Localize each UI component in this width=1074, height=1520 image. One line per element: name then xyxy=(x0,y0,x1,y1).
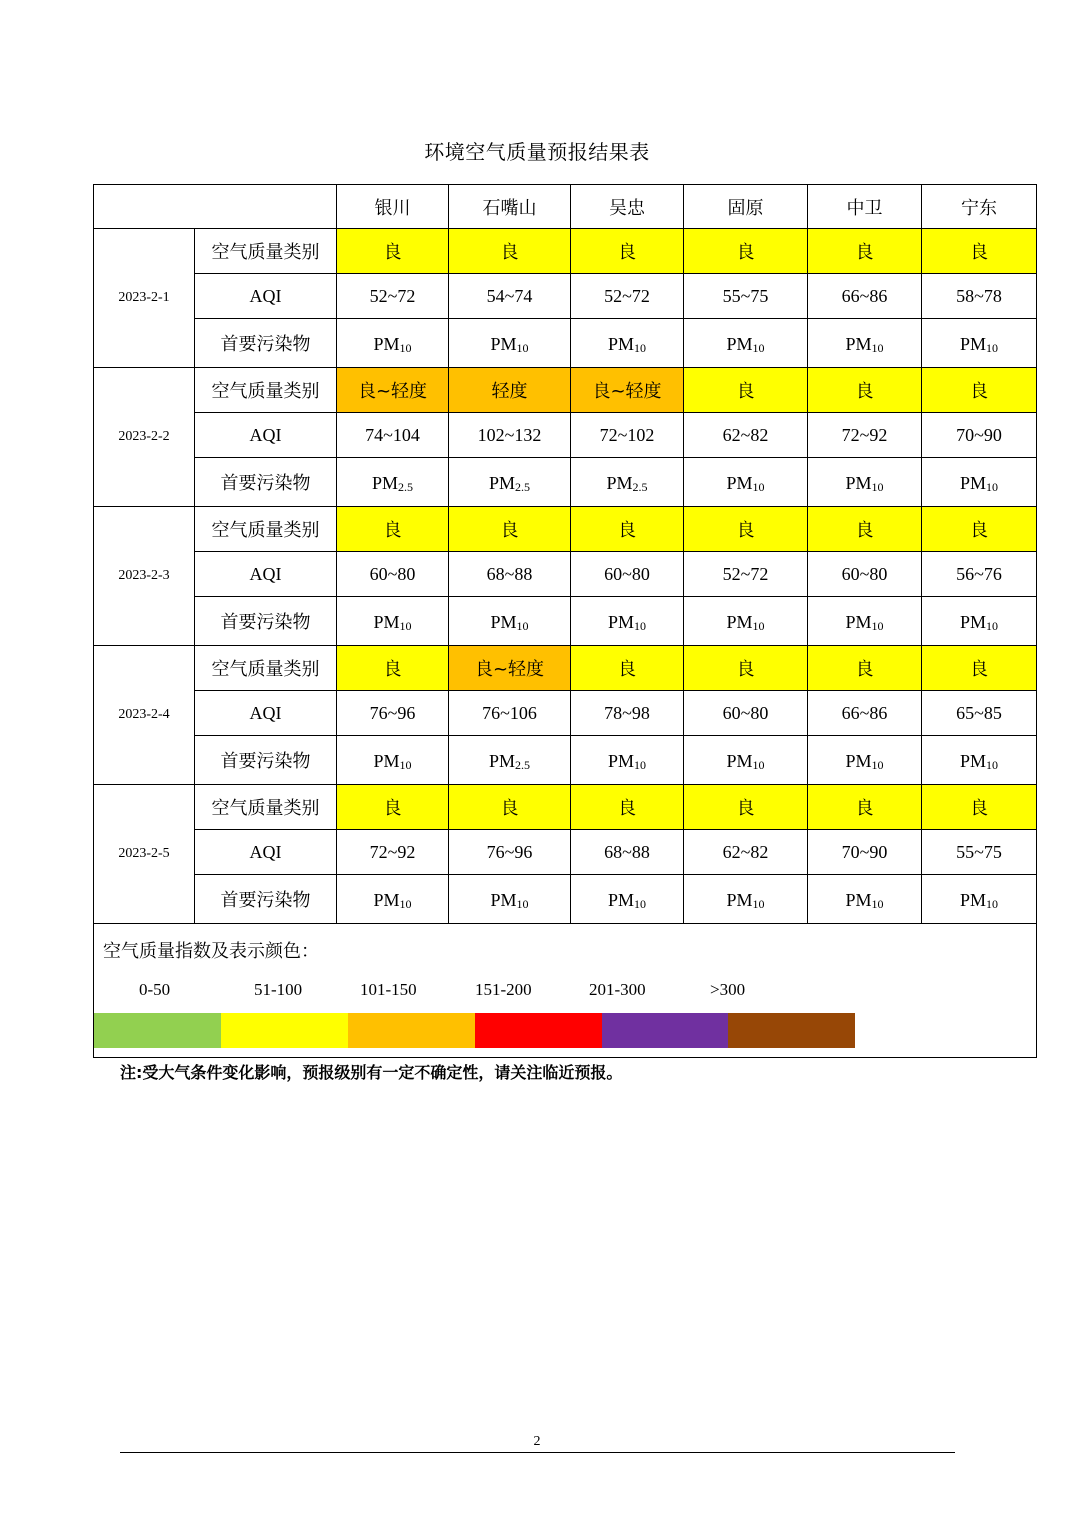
primary-pollutant xyxy=(684,458,808,507)
aqi-forecast-table xyxy=(93,184,1037,1058)
primary-pollutant xyxy=(684,597,808,646)
category-row xyxy=(94,785,1037,830)
air-quality-category: 良 xyxy=(571,785,684,830)
aqi-range: 55~75 xyxy=(922,830,1037,875)
pollutant-subscript: 10 xyxy=(399,619,412,633)
primary-pollutant xyxy=(571,319,684,368)
air-quality-category: 良 xyxy=(808,229,922,274)
legend-color-swatch xyxy=(475,1013,602,1048)
aqi-range: 55~75 xyxy=(684,274,808,319)
pollutant-name: PM xyxy=(490,612,517,632)
legend-range-label: 151-200 xyxy=(475,980,532,999)
pollutant-subscript: 10 xyxy=(986,758,998,772)
pollutant-subscript: 10 xyxy=(871,758,884,772)
pollutant-subscript: 10 xyxy=(516,619,529,633)
pollutant-name: PM xyxy=(959,334,986,354)
category-row xyxy=(94,646,1037,691)
pollutant-subscript: 2.5 xyxy=(515,480,530,494)
pollutant-name: PM xyxy=(607,612,634,632)
primary-pollutant xyxy=(449,458,571,507)
city-header: 宁东 xyxy=(922,185,1037,229)
legend-range-label: 101-150 xyxy=(360,980,417,999)
air-quality-category: 良 xyxy=(449,229,571,274)
header-row xyxy=(94,185,1037,229)
air-quality-category: 良 xyxy=(808,646,922,691)
aqi-range: 72~92 xyxy=(808,413,922,458)
air-quality-category: 良~轻度 xyxy=(449,646,571,691)
pollutant-subscript: 10 xyxy=(871,619,884,633)
aqi-range: 65~85 xyxy=(922,691,1037,736)
air-quality-category: 轻度 xyxy=(449,368,571,413)
legend-range-label: 201-300 xyxy=(589,980,646,999)
air-quality-category: 良 xyxy=(571,646,684,691)
aqi-range: 76~106 xyxy=(449,691,571,736)
air-quality-category: 良 xyxy=(922,646,1037,691)
aqi-range: 52~72 xyxy=(337,274,449,319)
legend-title: 空气质量指数及表示颜色： xyxy=(103,941,319,962)
air-quality-category: 良 xyxy=(684,229,808,274)
primary-pollutant xyxy=(808,736,922,785)
aqi-row xyxy=(94,413,1037,458)
pollutant-name: PM xyxy=(726,334,753,354)
pollutant-name: PM xyxy=(845,890,872,910)
air-quality-category: 良 xyxy=(449,785,571,830)
pollutant-subscript: 10 xyxy=(634,341,646,355)
forecast-date: 2023-2-2 xyxy=(94,368,195,507)
primary-pollutant xyxy=(337,319,449,368)
pollutant-subscript: 10 xyxy=(399,341,412,355)
forecast-date: 2023-2-4 xyxy=(94,646,195,785)
pollutant-subscript: 10 xyxy=(752,897,765,911)
pollutant-subscript: 2.5 xyxy=(515,758,530,772)
aqi-range: 52~72 xyxy=(571,274,684,319)
pollutant-name: PM xyxy=(726,473,753,493)
city-header: 吴忠 xyxy=(571,185,684,229)
primary-pollutant xyxy=(922,597,1037,646)
city-header: 石嘴山 xyxy=(449,185,571,229)
air-quality-category: 良 xyxy=(922,229,1037,274)
aqi-range: 68~88 xyxy=(571,830,684,875)
pollutant-row xyxy=(94,597,1037,646)
legend-color-swatch xyxy=(221,1013,348,1048)
air-quality-category: 良 xyxy=(922,785,1037,830)
air-quality-category: 良 xyxy=(449,507,571,552)
row-label-pollutant: 首要污染物 xyxy=(195,458,337,507)
forecast-date: 2023-2-5 xyxy=(94,785,195,924)
pollutant-name: PM xyxy=(607,334,634,354)
pollutant-name: PM xyxy=(488,473,515,493)
air-quality-category: 良 xyxy=(684,785,808,830)
air-quality-category: 良~轻度 xyxy=(337,368,449,413)
pollutant-name: PM xyxy=(845,334,872,354)
row-label-aqi: AQI xyxy=(195,830,337,875)
row-label-pollutant: 首要污染物 xyxy=(195,319,337,368)
row-label-pollutant: 首要污染物 xyxy=(195,597,337,646)
pollutant-name: PM xyxy=(490,334,517,354)
air-quality-category: 良 xyxy=(684,368,808,413)
primary-pollutant xyxy=(449,597,571,646)
primary-pollutant xyxy=(571,875,684,924)
air-quality-category: 良 xyxy=(808,507,922,552)
aqi-range: 76~96 xyxy=(337,691,449,736)
legend-color-swatch xyxy=(94,1013,221,1048)
row-label-aqi: AQI xyxy=(195,691,337,736)
primary-pollutant xyxy=(922,319,1037,368)
aqi-range: 102~132 xyxy=(449,413,571,458)
forecast-date: 2023-2-1 xyxy=(94,229,195,368)
pollutant-subscript: 10 xyxy=(516,897,529,911)
pollutant-name: PM xyxy=(488,751,515,771)
air-quality-category: 良 xyxy=(337,229,449,274)
row-label-category: 空气质量类别 xyxy=(195,229,337,274)
pollutant-name: PM xyxy=(726,612,753,632)
aqi-range: 56~76 xyxy=(922,552,1037,597)
pollutant-subscript: 2.5 xyxy=(632,480,648,494)
legend-range-label: >300 xyxy=(710,980,746,999)
aqi-range: 62~82 xyxy=(684,413,808,458)
pollutant-subscript: 10 xyxy=(986,341,998,355)
pollutant-row xyxy=(94,875,1037,924)
pollutant-subscript: 10 xyxy=(986,897,998,911)
primary-pollutant xyxy=(922,736,1037,785)
primary-pollutant xyxy=(337,458,449,507)
legend-color-swatch xyxy=(348,1013,475,1048)
aqi-range: 76~96 xyxy=(449,830,571,875)
pollutant-name: PM xyxy=(959,473,986,493)
legend-range-label: 0-50 xyxy=(139,980,171,999)
pollutant-subscript: 10 xyxy=(986,619,998,633)
air-quality-category: 良 xyxy=(684,507,808,552)
pollutant-subscript: 10 xyxy=(752,341,765,355)
aqi-range: 66~86 xyxy=(808,274,922,319)
legend-color-swatch xyxy=(728,1013,855,1048)
primary-pollutant xyxy=(808,458,922,507)
pollutant-subscript: 10 xyxy=(752,758,765,772)
category-row xyxy=(94,368,1037,413)
aqi-range: 78~98 xyxy=(571,691,684,736)
pollutant-row xyxy=(94,319,1037,368)
aqi-range: 72~92 xyxy=(337,830,449,875)
aqi-range: 58~78 xyxy=(922,274,1037,319)
category-row xyxy=(94,229,1037,274)
pollutant-name: PM xyxy=(373,751,400,771)
aqi-row xyxy=(94,274,1037,319)
primary-pollutant xyxy=(449,319,571,368)
pollutant-subscript: 10 xyxy=(871,341,884,355)
aqi-row xyxy=(94,691,1037,736)
pollutant-name: PM xyxy=(959,751,986,771)
pollutant-subscript: 10 xyxy=(516,341,529,355)
aqi-row xyxy=(94,830,1037,875)
primary-pollutant xyxy=(337,736,449,785)
row-label-pollutant: 首要污染物 xyxy=(195,736,337,785)
pollutant-name: PM xyxy=(959,890,986,910)
pollutant-subscript: 10 xyxy=(634,619,646,633)
aqi-range: 60~80 xyxy=(337,552,449,597)
pollutant-name: PM xyxy=(726,751,753,771)
air-quality-category: 良 xyxy=(571,229,684,274)
pollutant-name: PM xyxy=(607,890,634,910)
forecast-note: 注:受大气条件变化影响，预报级别有一定不确定性，请关注临近预报。 xyxy=(120,1063,623,1082)
pollutant-name: PM xyxy=(607,751,634,771)
air-quality-category: 良 xyxy=(808,368,922,413)
primary-pollutant xyxy=(571,458,684,507)
legend-color-swatch xyxy=(602,1013,729,1048)
aqi-range: 60~80 xyxy=(571,552,684,597)
aqi-color-legend xyxy=(94,924,1037,1058)
pollutant-name: PM xyxy=(845,751,872,771)
pollutant-row xyxy=(94,458,1037,507)
air-quality-category: 良 xyxy=(922,507,1037,552)
pollutant-name: PM xyxy=(373,890,400,910)
primary-pollutant xyxy=(808,597,922,646)
pollutant-subscript: 10 xyxy=(752,480,765,494)
pollutant-name: PM xyxy=(606,473,633,493)
row-label-pollutant: 首要污染物 xyxy=(195,875,337,924)
pollutant-name: PM xyxy=(845,473,872,493)
city-header: 中卫 xyxy=(808,185,922,229)
pollutant-subscript: 10 xyxy=(986,480,998,494)
pollutant-name: PM xyxy=(959,612,986,632)
pollutant-name: PM xyxy=(845,612,872,632)
pollutant-subscript: 10 xyxy=(871,480,884,494)
primary-pollutant xyxy=(571,597,684,646)
pollutant-name: PM xyxy=(373,334,400,354)
aqi-range: 70~90 xyxy=(808,830,922,875)
category-row xyxy=(94,507,1037,552)
page-number: 2 xyxy=(533,1434,541,1449)
row-label-aqi: AQI xyxy=(195,552,337,597)
primary-pollutant xyxy=(684,875,808,924)
aqi-range: 52~72 xyxy=(684,552,808,597)
page-title: 环境空气质量预报结果表 xyxy=(424,140,650,164)
air-quality-category: 良 xyxy=(684,646,808,691)
air-quality-category: 良 xyxy=(808,785,922,830)
forecast-date: 2023-2-3 xyxy=(94,507,195,646)
aqi-range: 70~90 xyxy=(922,413,1037,458)
aqi-range: 68~88 xyxy=(449,552,571,597)
row-label-category: 空气质量类别 xyxy=(195,368,337,413)
footer-rule xyxy=(120,1452,955,1453)
aqi-range: 72~102 xyxy=(571,413,684,458)
row-label-aqi: AQI xyxy=(195,413,337,458)
aqi-range: 60~80 xyxy=(684,691,808,736)
pollutant-subscript: 2.5 xyxy=(398,480,413,494)
header-empty-cell xyxy=(94,185,337,229)
city-header: 固原 xyxy=(684,185,808,229)
pollutant-name: PM xyxy=(726,890,753,910)
primary-pollutant xyxy=(808,319,922,368)
city-header: 银川 xyxy=(337,185,449,229)
air-quality-category: 良 xyxy=(922,368,1037,413)
air-quality-category: 良~轻度 xyxy=(571,368,684,413)
air-quality-category: 良 xyxy=(571,507,684,552)
primary-pollutant xyxy=(684,319,808,368)
air-quality-category: 良 xyxy=(337,507,449,552)
aqi-row xyxy=(94,552,1037,597)
primary-pollutant xyxy=(922,458,1037,507)
air-quality-category: 良 xyxy=(337,646,449,691)
primary-pollutant xyxy=(684,736,808,785)
pollutant-subscript: 10 xyxy=(399,897,412,911)
row-label-aqi: AQI xyxy=(195,274,337,319)
primary-pollutant xyxy=(449,736,571,785)
aqi-range: 66~86 xyxy=(808,691,922,736)
pollutant-subscript: 10 xyxy=(399,758,412,772)
pollutant-subscript: 10 xyxy=(752,619,765,633)
primary-pollutant xyxy=(922,875,1037,924)
primary-pollutant xyxy=(449,875,571,924)
pollutant-name: PM xyxy=(373,612,400,632)
pollutant-name: PM xyxy=(371,473,398,493)
pollutant-subscript: 10 xyxy=(634,897,646,911)
primary-pollutant xyxy=(808,875,922,924)
primary-pollutant xyxy=(571,736,684,785)
aqi-range: 62~82 xyxy=(684,830,808,875)
air-quality-category: 良 xyxy=(337,785,449,830)
pollutant-subscript: 10 xyxy=(634,758,646,772)
primary-pollutant xyxy=(337,597,449,646)
pollutant-name: PM xyxy=(490,890,517,910)
row-label-category: 空气质量类别 xyxy=(195,646,337,691)
legend-range-label: 51-100 xyxy=(254,980,303,999)
aqi-range: 74~104 xyxy=(337,413,449,458)
aqi-range: 54~74 xyxy=(449,274,571,319)
row-label-category: 空气质量类别 xyxy=(195,785,337,830)
aqi-range: 60~80 xyxy=(808,552,922,597)
pollutant-row xyxy=(94,736,1037,785)
pollutant-subscript: 10 xyxy=(871,897,884,911)
row-label-category: 空气质量类别 xyxy=(195,507,337,552)
primary-pollutant xyxy=(337,875,449,924)
